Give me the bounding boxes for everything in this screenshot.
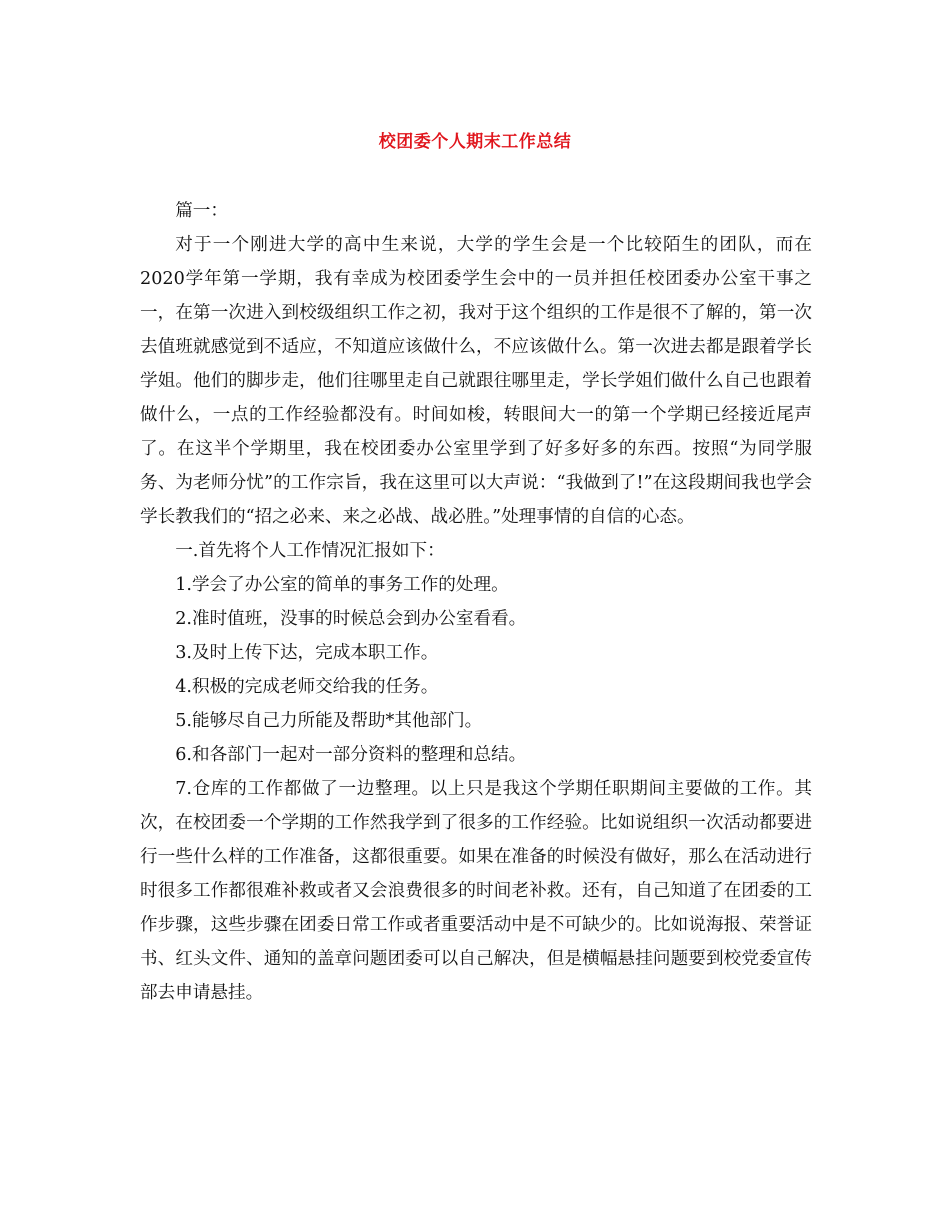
list-item: 6.和各部门一起对一部分资料的整理和总结。 — [175, 745, 527, 765]
section-label: 篇一： — [175, 201, 228, 221]
list-item: 2.准时值班，没事的时候总会到办公室看看。 — [175, 609, 527, 629]
list-item: 1.学会了办公室的简单的事务工作的处理。 — [175, 575, 509, 595]
document-title: 校团委个人期末工作总结 — [378, 132, 572, 152]
intro-paragraph: 对于一个刚进大学的高中生来说，大学的学生会是一个比较陌生的团队，而在2020学年第一学期，我有幸成为校团委学生会中的一员并担任校团委办公室干事之一，在第一次进入到校级组织工作之初，我对于这个组织的工作是很不了解的，第一次去值班就感觉到不适应，不知道应该做什么，不应该做什么。第一次进去都是跟着学长学姐。他们的脚步走，他们往哪里走自己就跟往哪里走，学长学姐们做什么自己也跟着做什么，一点的工作经验都没有。时间如梭，转眼间大一的第一个学期已经接近尾声了。在这半个学期里，我在校团委办公室里学到了好多好多的东西。按照“为同学服务、为老师分忧”的工作宗旨，我在这里可以大声说：“我做到了!”在这段期间我也学会学长教我们的“招之必来、来之必战、战必胜。”处理事情的自信的心态。 — [140, 235, 812, 527]
list-item: 5.能够尽自己力所能及帮助*其他部门。 — [175, 711, 483, 731]
list-item: 7.仓库的工作都做了一边整理。以上只是我这个学期任职期间主要做的工作。其次，在校团委一个学期的工作然我学到了很多的工作经验。比如说组织一次活动都要进行一些什么样的工作准备，这都很重要。如果在准备的时候没有做好，那么在活动进行时很多工作都很难补救或者又会浪费很多的时间老补救。还有，自己知道了在团委的工作步骤，这些步骤在团委日常工作或者重要活动中是不可缺少的。比如说海报、荣誉证书、红头文件、通知的盖章问题团委可以自己解决，但是横幅悬挂问题要到校党委宣传部去申请悬挂。 — [140, 779, 812, 1003]
report-heading: 一.首先将个人工作情况汇报如下： — [175, 541, 445, 561]
list-item: 3.及时上传下达，完成本职工作。 — [175, 643, 439, 663]
document-body — [140, 194, 812, 1010]
list-item: 4.积极的完成老师交给我的任务。 — [175, 677, 439, 697]
